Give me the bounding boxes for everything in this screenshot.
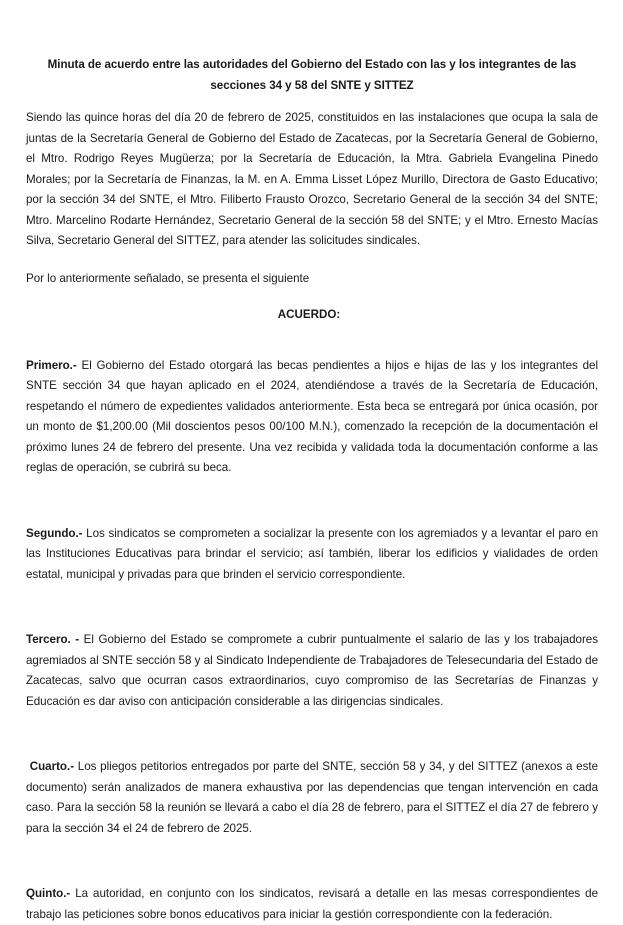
clause-primero-label: Primero.- bbox=[26, 358, 77, 372]
clause-quinto bbox=[26, 884, 602, 925]
transition-paragraph: Por lo anteriormente señalado, se presenta el siguiente bbox=[26, 271, 310, 285]
clause-segundo bbox=[26, 524, 602, 586]
preamble-paragraph: Siendo las quince horas del día 20 de febrero de 2025, constituidos en las instalaciones que ocupa la sala de juntas de la Secretaría General de Gobierno del Estado de Zacatecas, por la Secretaría General de Gobierno, el Mtro. Rodrigo Reyes Mugüerza; por la Secretaría de Educación, la Mtra. Gabriela Evangelina Pinedo Morales; por la Secretaría de Finanzas, la M. en A. Emma Lisset López Murillo, Directora de Gasto Educativo; por la sección 34 del SNTE, el Mtro. Filiberto Frausto Orozco, Secretario General de la sección 34 del SNTE; Mtro. Marcelino Rodarte Hernández, Secretario General de la sección 58 del SNTE; y el Mtro. Ernesto Macías Silva, Secretario General del SITTEZ, para atender las solicitudes sindicales. bbox=[26, 111, 598, 247]
clause-tercero-text: El Gobierno del Estado se compromete a cubrir puntualmente el salario de las y los trabajadores agremiados al SNTE sección 58 y al Sindicato Independiente de Trabajadores de Telesecundaria del Estado de Zacatecas, salvo que ocurran casos extraordinarios, cuyo compromiso de las Secretarías de Finanzas y Educación es dar aviso con anticipación considerable a las dirigencias sindicales. bbox=[26, 633, 602, 708]
agreement-heading: ACUERDO: bbox=[277, 308, 341, 321]
clause-cuarto-label: Cuarto.- bbox=[26, 760, 75, 773]
clause-tercero bbox=[26, 630, 602, 712]
document-title bbox=[26, 55, 598, 96]
clause-cuarto-text: Los pliegos petitorios entregados por parte del SNTE, sección 58 y 34, y del SITTEZ (anexos a este documento) serán analizados de manera exhaustiva por las dependencias que tengan intervención en cada caso. Para la sección 58 la reunión se llevará a cabo el día 28 de febrero, para el SITTEZ el día 27 de febrero y para la sección 34 el 24 de febrero de 2025. bbox=[26, 760, 602, 835]
clause-quinto-label: Quinto.- bbox=[26, 887, 71, 900]
document-title-line-2: secciones 34 y 58 del SNTE y SITTEZ bbox=[210, 78, 414, 92]
clause-cuarto bbox=[26, 757, 602, 839]
clause-tercero-label: Tercero. - bbox=[26, 633, 80, 646]
clause-segundo-text: Los sindicatos se comprometen a socializar la presente con los agremiados y a levantar el paro en las Instituciones Educativas para brindar el servicio; así también, liberar los edificios y vialidades de orden estatal, municipal y privadas para que brinden el servicio correspondiente. bbox=[26, 526, 602, 581]
document-title-line-1: Minuta de acuerdo entre las autoridades del Gobierno del Estado con las y los integrantes de las bbox=[47, 58, 577, 71]
clause-primero bbox=[26, 356, 602, 479]
clause-segundo-label: Segundo.- bbox=[26, 526, 83, 540]
clause-primero-text: El Gobierno del Estado otorgará las becas pendientes a hijos e hijas de las y los integrantes del SNTE sección 34 que hayan aplicado en el 2024, atendiéndose a través de la Secretaría de Educación, respetando el número de expedientes validados anteriormente. Esta beca se entregará por única ocasión, por un monto de $1,200.00 (Mil doscientos pesos 00/100 M.N.), comenzado la recepción de la documentación el próximo lunes 24 de febrero del presente. Una vez recibida y validada toda la documentación conforme a las reglas de operación, se cubrirá su beca. bbox=[26, 358, 602, 474]
clause-quinto-text: La autoridad, en conjunto con los sindicatos, revisará a detalle en las mesas correspondientes de trabajo las peticiones sobre bonos educativos para iniciar la gestión correspondiente con la federación. bbox=[26, 887, 602, 921]
